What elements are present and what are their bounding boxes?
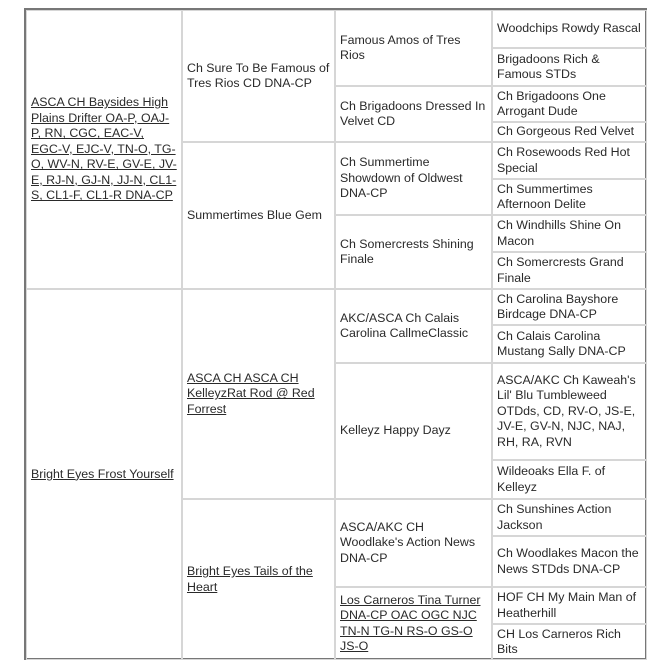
gen4-ancestor-cell	[492, 122, 647, 142]
ancestor-name: Ch Brigadoons One Arrogant Dude	[497, 88, 606, 118]
ancestor-name: AKC/ASCA Ch Calais Carolina CallmeClassic	[340, 310, 469, 340]
gen2-ancestor-cell	[182, 499, 335, 660]
gen4-ancestor-cell	[492, 587, 647, 624]
gen4-ancestor-cell	[492, 48, 647, 86]
gen2-ancestor-cell	[182, 289, 335, 499]
gen4-ancestor-cell	[492, 252, 647, 289]
gen4-ancestor-cell	[492, 499, 647, 536]
ancestor-name: Ch Sunshines Action Jackson	[497, 502, 612, 532]
gen3-ancestor-cell	[335, 10, 492, 86]
gen3-ancestor-cell	[335, 363, 492, 499]
pedigree-table	[24, 8, 647, 660]
gen3-ancestor-cell	[335, 499, 492, 587]
ancestor-name: Ch Somercrests Grand Finale	[497, 255, 624, 285]
gen4-ancestor-cell	[492, 215, 647, 252]
ancestor-name: Brigadoons Rich & Famous STDs	[497, 51, 600, 81]
gen4-ancestor-cell	[492, 142, 647, 179]
gen2-ancestor-cell	[182, 142, 335, 289]
ancestor-name: Ch Gorgeous Red Velvet	[497, 124, 635, 139]
ancestor-link[interactable]: ASCA CH ASCA CH KelleyzRat Rod @ Red Forrest	[187, 370, 315, 416]
ancestor-name: Ch Carolina Bayshore Birdcage DNA-CP	[497, 291, 619, 321]
gen3-ancestor-cell	[335, 587, 492, 660]
ancestor-name: Ch Woodlakes Macon the News STDds DNA-CP	[497, 546, 639, 576]
ancestor-name: Ch Calais Carolina Mustang Sally DNA-CP	[497, 328, 626, 358]
ancestor-link[interactable]: Bright Eyes Tails of the Heart	[187, 564, 313, 594]
ancestor-name: Summertimes Blue Gem	[187, 207, 322, 222]
ancestor-name: Ch Rosewoods Red Hot Special	[497, 145, 630, 175]
ancestor-link[interactable]: ASCA CH Baysides High Plains Drifter OA-P, OAJ-P, RN, CGC, EAC-V, EGC-V, EJC-V, TN-O, TG-O, WV-N, RV-E, GV-E, JV-E, RJ-N, GJ-N, JJ-N, CL1-S, CL1-F, CL1-R DNA-CP	[31, 95, 177, 203]
gen4-ancestor-cell	[492, 289, 647, 325]
ancestor-name: Ch Summertime Showdown of Oldwest DNA-CP	[340, 155, 463, 201]
gen4-ancestor-cell	[492, 179, 647, 215]
gen4-ancestor-cell	[492, 460, 647, 499]
ancestor-link[interactable]: Los Carneros Tina Turner DNA-CP OAC OGC NJC TN-N TG-N RS-O GS-O JS-O	[340, 592, 481, 653]
ancestor-name: HOF CH My Main Man of Heatherhill	[497, 590, 637, 620]
gen1-ancestor-cell	[26, 289, 182, 660]
ancestor-name: Woodchips Rowdy Rascal	[497, 21, 641, 36]
gen4-ancestor-cell	[492, 624, 647, 660]
ancestor-name: Kelleyz Happy Dayz	[340, 423, 451, 438]
ancestor-link[interactable]: Bright Eyes Frost Yourself	[31, 466, 174, 481]
ancestor-name: Ch Summertimes Afternoon Delite	[497, 181, 593, 211]
gen4-ancestor-cell	[492, 86, 647, 122]
gen1-ancestor-cell	[26, 10, 182, 289]
ancestor-name: Ch Windhills Shine On Macon	[497, 218, 621, 248]
ancestor-name: ASCA/AKC CH Woodlake's Action News DNA-CP	[340, 519, 476, 565]
ancestor-name: CH Los Carneros Rich Bits	[497, 626, 621, 656]
ancestor-name: Ch Somercrests Shining Finale	[340, 236, 474, 266]
gen3-ancestor-cell	[335, 86, 492, 142]
gen4-ancestor-cell	[492, 363, 647, 460]
gen3-ancestor-cell	[335, 215, 492, 289]
ancestor-name: ASCA/AKC Ch Kaweah's Lil' Blu Tumbleweed OTDds, CD, RV-O, JS-E, JV-E, GV-N, NJC, NAJ, RH, RA, RVN	[497, 372, 636, 449]
ancestor-name: Wildeoaks Ella F. of Kelleyz	[497, 464, 606, 494]
gen3-ancestor-cell	[335, 289, 492, 363]
gen2-ancestor-cell	[182, 10, 335, 142]
gen4-ancestor-cell	[492, 10, 647, 48]
gen4-ancestor-cell	[492, 536, 647, 587]
ancestor-name: Ch Brigadoons Dressed In Velvet CD	[340, 98, 486, 128]
gen4-ancestor-cell	[492, 325, 647, 363]
ancestor-name: Ch Sure To Be Famous of Tres Rios CD DNA-CP	[187, 60, 330, 90]
gen3-ancestor-cell	[335, 142, 492, 215]
ancestor-name: Famous Amos of Tres Rios	[340, 32, 461, 62]
